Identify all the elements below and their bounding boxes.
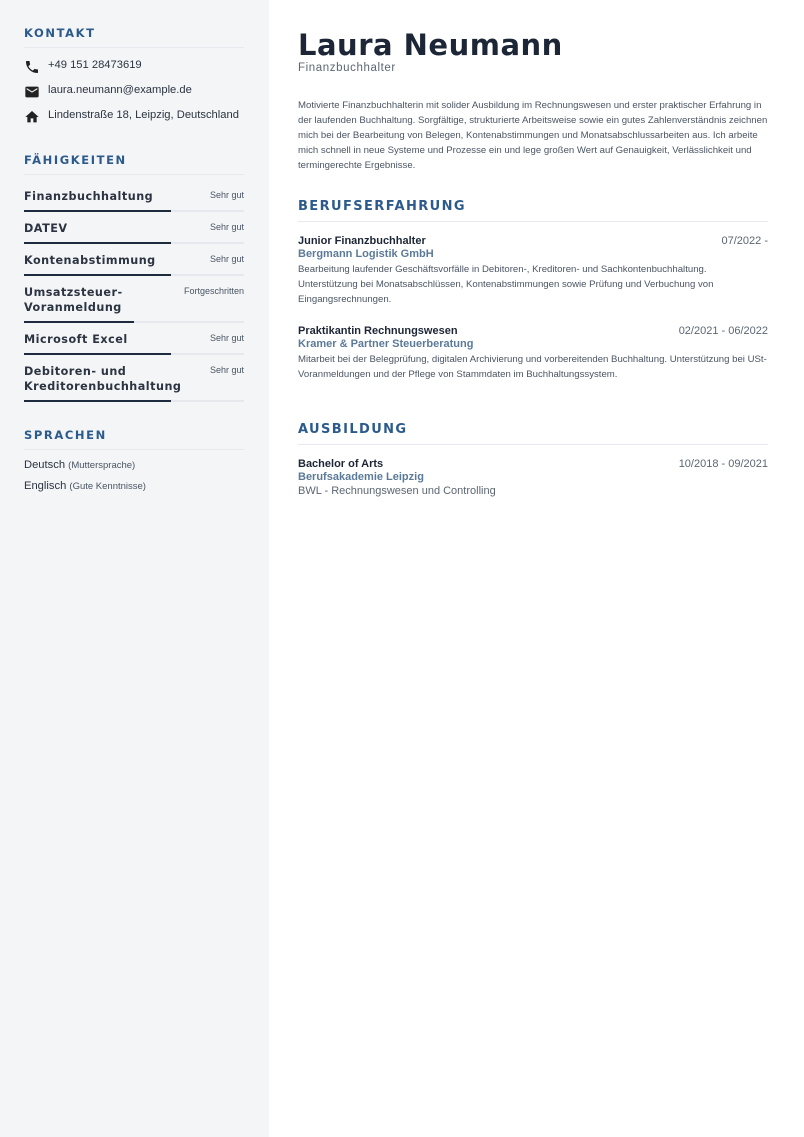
contact-address — [24, 108, 244, 125]
entry-company: Kramer & Partner Steuerberatung — [298, 338, 474, 350]
entry-title: Bachelor of Arts — [298, 458, 384, 470]
skill-level-bar — [24, 242, 171, 244]
email-address[interactable]: laura.neumann@example.de — [48, 84, 192, 96]
entry-description: Bearbeitung laufender Geschäftsvorfälle in Debitoren-, Kreditoren- und Sachkontenbuchhaltung. Unterstützung bei Monatsabschlüssen, Kontenabstimmungen sowie Prüfung und Verbuchung von Eingangsrechnungen. — [298, 264, 714, 305]
skill-level: Sehr gut — [209, 333, 244, 343]
skill-name: Debitoren- und Kreditorenbuchhaltung — [24, 365, 182, 393]
experience-entry — [298, 235, 768, 307]
education-section — [298, 422, 768, 497]
skill-level: Fortgeschritten — [183, 286, 244, 296]
skill-item — [24, 189, 244, 212]
phone-number[interactable]: +49 151 28473619 — [48, 59, 142, 71]
entry-date: 10/2018 - 09/2021 — [678, 458, 768, 470]
skill-list — [24, 189, 244, 402]
entry-date: 02/2021 - 06/2022 — [678, 325, 768, 337]
skill-name: Umsatzsteuer-Voranmeldung — [24, 286, 123, 314]
entry-title: Praktikantin Rechnungswesen — [298, 325, 458, 337]
mail-icon — [24, 84, 40, 100]
contact-section — [24, 26, 244, 125]
language-item — [24, 479, 244, 494]
profile-summary: Motivierte Finanzbuchhalterin mit solider Ausbildung im Rechnungswesen und erster praktischer Erfahrung in der laufenden Buchhaltung. Sorgfältige, strukturierte Arbeitsweise sowie ein gutes Zahlenverständnis zeichnen mich bei der Bearbeitung von Belegen, Kontenabstimmungen und Monatsabschlussarbeiten aus. Ich arbeite mich schnell in neue Systeme und Prozesse ein und lege großen Wert auf Genauigkeit, Verlässlichkeit und termingerechte Ergebnisse. — [298, 100, 768, 171]
language-item — [24, 458, 244, 473]
experience-entry — [298, 325, 768, 382]
contact-list — [24, 58, 244, 125]
skill-level-bar — [24, 274, 171, 276]
skills-section — [24, 153, 244, 402]
languages-section — [24, 428, 244, 494]
skill-name: Microsoft Excel — [24, 333, 128, 346]
entry-date: 07/2022 - — [721, 235, 768, 247]
skill-level: Sehr gut — [209, 222, 244, 232]
main-content — [269, 0, 804, 1137]
language-level: (Muttersprache) — [68, 460, 136, 471]
skill-item — [24, 253, 244, 276]
entry-title: Junior Finanzbuchhalter — [298, 235, 426, 247]
language-list — [24, 458, 244, 494]
education-entry — [298, 458, 768, 497]
home-icon — [24, 109, 40, 125]
sidebar — [0, 0, 269, 1137]
job-title: Finanzbuchhalter — [298, 62, 396, 74]
skill-item — [24, 221, 244, 244]
skill-item — [24, 285, 244, 323]
contact-email — [24, 83, 244, 100]
skill-item — [24, 332, 244, 355]
entry-field: BWL - Rechnungswesen und Controlling — [298, 485, 496, 497]
person-name: Laura Neumann — [298, 28, 563, 62]
entry-company: Bergmann Logistik GmbH — [298, 248, 434, 260]
skill-level: Sehr gut — [209, 365, 244, 375]
skills-heading: FÄHIGKEITEN — [24, 153, 244, 175]
experience-heading: BERUFSERFAHRUNG — [298, 199, 768, 222]
language-name: Deutsch — [24, 459, 66, 471]
skill-name: Finanzbuchhaltung — [24, 190, 154, 203]
phone-icon — [24, 59, 40, 75]
entry-description: Mitarbeit bei der Belegprüfung, digitalen Archivierung und vorbereitenden Buchhaltung. Unterstützung bei USt-Voranmeldungen und der Pflege von Stammdaten im Buchhaltungssystem. — [298, 354, 767, 380]
skill-name: Kontenabstimmung — [24, 254, 156, 267]
education-heading: AUSBILDUNG — [298, 422, 768, 445]
skill-level-bar — [24, 210, 171, 212]
contact-phone — [24, 58, 244, 75]
skill-level-bar — [24, 400, 171, 402]
skill-item — [24, 364, 244, 402]
language-name: Englisch — [24, 480, 67, 492]
experience-section — [298, 199, 768, 382]
skill-name: DATEV — [24, 222, 68, 235]
address-text: Lindenstraße 18, Leipzig, Deutschland — [48, 109, 239, 121]
skill-level: Sehr gut — [209, 190, 244, 200]
entry-school: Berufsakademie Leipzig — [298, 471, 424, 483]
skill-level-bar — [24, 321, 134, 323]
languages-heading: SPRACHEN — [24, 428, 244, 450]
contact-heading: KONTAKT — [24, 26, 244, 48]
skill-level: Sehr gut — [209, 254, 244, 264]
language-level: (Gute Kenntnisse) — [69, 481, 146, 492]
skill-level-bar — [24, 353, 171, 355]
